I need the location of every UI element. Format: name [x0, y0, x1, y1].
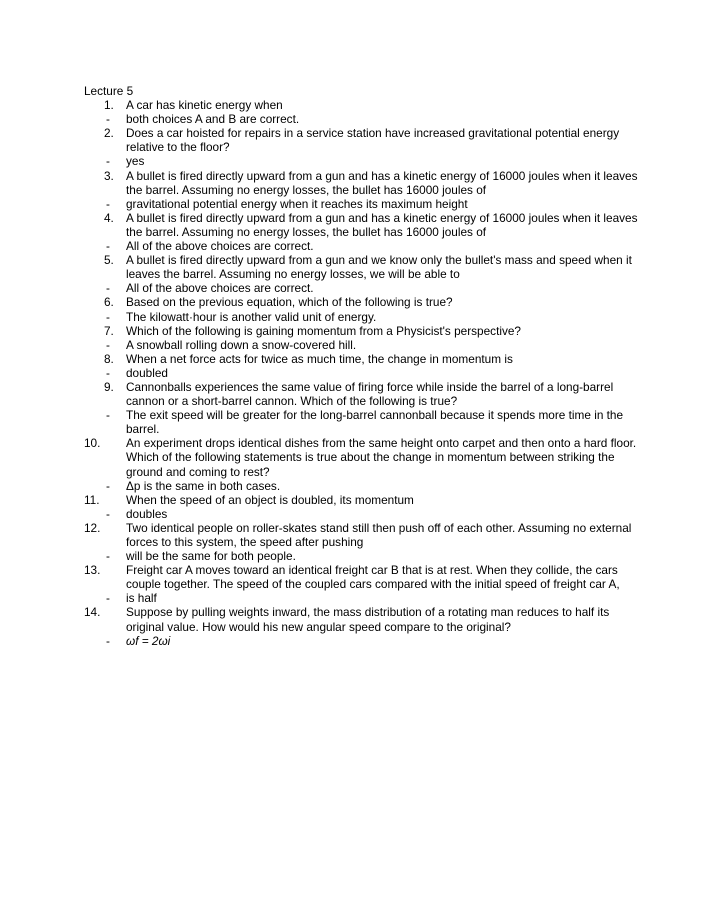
answer-marker: -	[106, 281, 110, 296]
answer-text: is half	[126, 591, 157, 606]
answer-item	[84, 112, 644, 126]
answer-item	[84, 507, 644, 521]
answer-item	[84, 591, 644, 605]
answer-text: gravitational potential energy when it reaches its maximum height	[126, 196, 468, 211]
question-item	[84, 605, 644, 633]
question-text: Which of the following is gaining momentum from a Physicist's perspective?	[126, 323, 521, 338]
question-text: Does a car hoisted for repairs in a service station have increased gravitational potential energy relative to the floor?	[126, 126, 620, 155]
question-text: Suppose by pulling weights inward, the mass distribution of a rotating man reduces to half its original value. How would his new angular speed compare to the original?	[126, 605, 610, 634]
question-number: 9.	[104, 379, 114, 394]
answer-item	[84, 281, 644, 295]
question-item	[84, 436, 644, 478]
answer-text: doubled	[126, 365, 168, 380]
question-text: Two identical people on roller-skates stand still then push off of each other. Assuming no external forces to this system, the speed after pushing	[126, 520, 632, 549]
question-item	[84, 169, 644, 197]
answer-marker: -	[106, 549, 110, 564]
question-text: A bullet is fired directly upward from a gun and we know only the bullet's mass and speed when it leaves the barrel. Assuming no energy losses, we will be able to	[126, 253, 632, 282]
question-text: A car has kinetic energy when	[126, 98, 283, 113]
answer-marker: -	[106, 506, 110, 521]
answer-text: The kilowatt·hour is another valid unit of energy.	[126, 309, 377, 324]
answer-marker: -	[106, 591, 110, 606]
answer-text: The exit speed will be greater for the long-barrel cannonball because it spends more time in the barrel.	[126, 408, 624, 437]
answer-text: doubles	[126, 506, 168, 521]
question-list	[84, 98, 644, 648]
answer-marker: -	[106, 633, 110, 648]
answer-item	[84, 338, 644, 352]
question-number: 6.	[104, 295, 114, 310]
answer-item	[84, 479, 644, 493]
question-number: 2.	[104, 126, 114, 141]
question-text: A bullet is fired directly upward from a gun and has a kinetic energy of 16000 joules when it leaves the barrel. Assuming no energy losses, the bullet has 16000 joules of	[126, 168, 638, 197]
question-text: Freight car A moves toward an identical freight car B that is at rest. When they collide, the cars couple together. The speed of the coupled cars compared with the initial speed of freight car A,	[126, 563, 620, 592]
answer-item	[84, 549, 644, 563]
answer-marker: -	[106, 309, 110, 324]
question-text: Based on the previous equation, which of the following is true?	[126, 295, 453, 310]
answer-text: yes	[126, 154, 145, 169]
answer-item	[84, 634, 644, 648]
question-number: 10.	[84, 436, 101, 451]
question-item	[84, 380, 644, 408]
question-number: 14.	[84, 605, 101, 620]
question-number: 11.	[84, 492, 100, 507]
answer-item	[84, 408, 644, 436]
question-item	[84, 493, 644, 507]
question-item	[84, 563, 644, 591]
answer-marker: -	[106, 154, 110, 169]
answer-marker: -	[106, 365, 110, 380]
question-text: When a net force acts for twice as much time, the change in momentum is	[126, 351, 513, 366]
question-text: Cannonballs experiences the same value of firing force while inside the barrel of a long-barrel cannon or a short-barrel cannon. Which of the following is true?	[126, 379, 614, 409]
lecture-heading: Lecture 5	[84, 84, 134, 98]
question-item	[84, 126, 644, 154]
question-text: An experiment drops identical dishes from the same height onto carpet and then onto a hard floor. Which of the following statements is true about the change in momentum between striking the ground and coming to rest?	[126, 436, 637, 479]
question-number: 8.	[104, 351, 114, 366]
question-number: 12.	[84, 520, 101, 535]
question-item	[84, 295, 644, 309]
question-number: 1.	[104, 98, 114, 113]
answer-marker: -	[106, 239, 110, 254]
question-item	[84, 211, 644, 239]
answer-item	[84, 154, 644, 168]
question-text: A bullet is fired directly upward from a gun and has a kinetic energy of 16000 joules when it leaves the barrel. Assuming no energy losses, the bullet has 16000 joules of	[126, 210, 638, 239]
answer-marker: -	[106, 408, 110, 423]
question-item	[84, 521, 644, 549]
answer-text: ωf = 2ωi	[126, 633, 171, 648]
answer-marker: -	[106, 337, 110, 352]
answer-item	[84, 239, 644, 253]
question-number: 3.	[104, 168, 114, 183]
answer-text: will be the same for both people.	[126, 549, 296, 564]
answer-text: All of the above choices are correct.	[126, 239, 314, 254]
answer-text: both choices A and B are correct.	[126, 112, 300, 127]
question-item	[84, 98, 644, 112]
question-text: When the speed of an object is doubled, its momentum	[126, 492, 414, 507]
answer-item	[84, 310, 644, 324]
answer-text: A snowball rolling down a snow-covered hill.	[126, 337, 357, 352]
question-number: 7.	[104, 323, 114, 338]
answer-marker: -	[106, 196, 110, 211]
question-number: 4.	[104, 210, 114, 225]
answer-item	[84, 197, 644, 211]
answer-text: All of the above choices are correct.	[126, 281, 314, 296]
question-number: 5.	[104, 253, 114, 268]
question-number: 13.	[84, 563, 101, 578]
answer-item	[84, 366, 644, 380]
answer-text: Δp is the same in both cases.	[126, 478, 281, 493]
question-item	[84, 352, 644, 366]
document-body	[84, 84, 644, 648]
question-item	[84, 324, 644, 338]
answer-marker: -	[106, 478, 110, 493]
question-item	[84, 253, 644, 281]
answer-marker: -	[106, 112, 110, 127]
